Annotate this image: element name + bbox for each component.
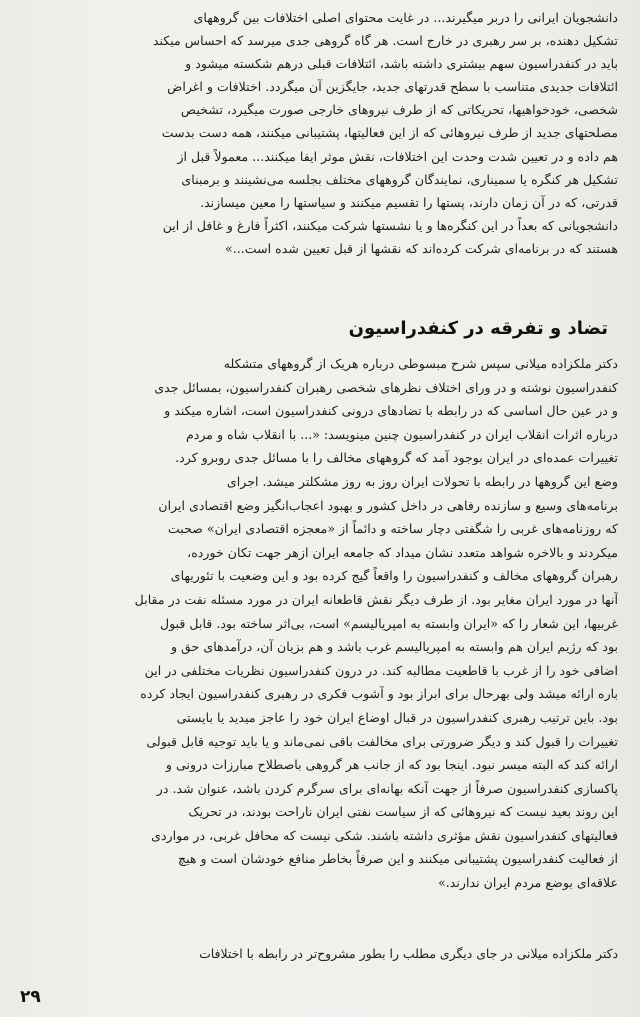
text-line: و در عین حال اساسی که در رابطه با تضادهای درونی کنفدراسیون است، اشاره میکند و <box>164 403 618 419</box>
text-line: رهبران گروههای مخالف و کنفدراسیون را واقعاً گیج کرده بود و این وضعیت با تئوریهای <box>170 568 618 584</box>
text-line: هم داده و در تعیین شدت وحدت این اختلافات، نقش موثر ایفا میکنند... معمولاً قبل از <box>177 148 618 164</box>
text-line: هستند که در برنامه‌ای شرکت کرده‌اند که نقشها از قبل تعیین شده است...» <box>225 240 618 256</box>
footnote: دکتر ملکزاده میلانی در جای دیگری مطلب را بطور مشروح‌تر در رابطه با اختلافات <box>199 946 618 961</box>
text-line: که روزنامه‌های غربی را شگفتی دچار ساخته و دائماً از «معجزه اقتصادی ایران» صحبت <box>167 521 618 537</box>
section-heading: تضاد و تفرقه در کنفدراسیون <box>348 318 608 339</box>
text-line: پاکسازی کنفدراسیون صرفاً از جهت آنکه بهانه‌ای برای سرگرم کردن باشد، عنوان شد. در <box>156 780 618 796</box>
paragraph-intro <box>22 6 618 260</box>
text-line: کنفدراسیون نوشته و در ورای اختلاف نظرهای شخصی رهبران کنفدراسیون، بمسائل جدی <box>154 379 618 395</box>
text-line: بود. باین ترتیب رهبری کنفدراسیون در قبال اوضاع ایران خود را عاجز میدید یا بایستی <box>176 709 618 725</box>
text-line: مصلحتهای جدید از طرف نیروهائی که از این فعالیتها، پشتیبانی میکنند، همه دست بدست <box>161 125 618 141</box>
text-line: باید در کنفدراسیون سهم بیشتری داشته باشد، ائتلافات قبلی درهم شکسته میشود و <box>185 56 618 72</box>
text-line: وضع این گروهها در رابطه با تحولات ایران روز به روز مشکلتر میشد. اجرای <box>226 473 618 489</box>
text-line: آنها در مورد ایران مغایر بود. از طرف دیگر نقش قاطعانه ایران در مورد مسئله نفت در مقابل <box>134 591 618 607</box>
text-line: دکتر ملکزاده میلانی سپس شرح مبسوطی درباره هریک از گروههای متشکله <box>223 356 618 371</box>
text-line: تغییرات را قبول کند و دیگر ضرورتی برای مخالفت باقی نمی‌ماند و یا باید توجیه قابل قبولی <box>146 733 618 749</box>
text-line: علاقه‌ای بوضع مردم ایران ندارند.» <box>438 875 618 891</box>
text-line: فعالیتهای کنفدراسیون نقش مؤثری داشته باشند. شکی نیست که محافل غربی، در مواردی <box>151 827 618 843</box>
text-line: درباره اثرات انقلاب ایران در کنفدراسیون چنین مینویسد: «... با انقلاب شاه و مردم <box>185 426 618 442</box>
paragraph-body <box>22 352 618 895</box>
text-line: تشکیل هر کنگره یا سمیناری، نمایندگان گروههای مختلف بجلسه می‌نشینند و برمبنای <box>181 171 618 187</box>
text-line: تشکیل دهنده، بر سر رهبری در خارج است. هر گاه گروهی جدی میرسد که احساس میکند <box>152 33 618 49</box>
text-line: برنامه‌های وسیع و سازنده رفاهی در داخل کشور و بهبود اعجاب‌انگیز وضع اقتصادی ایران <box>158 497 618 513</box>
text-line: ائتلافات جدیدی متناسب با سطح قدرتهای جدید، جایگزین آن میگردد. اختلافات و اغراض <box>167 79 618 95</box>
text-line: اضافی خود را از غرب با قاطعیت مطالبه کند. در درون کنفدراسیون نظریات مختلفی در این <box>144 662 618 678</box>
text-line: قدرتی، که در آن زمان دارند، پستها را تقسیم میکنند و سیاستها را معین میسازند. <box>200 194 618 210</box>
text-line: از فعالیت کنفدراسیون پشتیبانی میکنند و این صرفاً بخاطر منافع خودشان است و هیچ <box>177 851 618 867</box>
text-line: بود که رژیم ایران هم وابسته به امپریالیسم غرب باشد و هم بزیان آن، درآمدهای حق و <box>170 639 618 655</box>
text-line: ارائه کند که البته میسر نبود. اینجا بود که از جانب هر گروهی باصطلاح مبارزات درونی و <box>165 757 618 773</box>
text-line: دانشجویانی که بعداً در این کنگره‌ها و یا نشستها شرکت میکنند، اکثراً فارغ و غافل از این <box>162 217 618 233</box>
page-number: ۲۹ <box>20 987 41 1007</box>
text-line: شخصی، خودخواهیها، تحریکاتی که از طرف نیروهای خارجی صورت میگیرد، تشخیص <box>180 102 618 118</box>
text-line: دانشجویان ایرانی را دربر میگیرند... در غایت محتوای اصلی اختلافات بین گروههای <box>193 10 618 25</box>
text-line: باره ارائه میشد ولی بهرحال برای ابراز بود و آشوب فکری در رهبری کنفدراسیون ایجاد کرده <box>140 686 618 702</box>
text-line: این روند بعید نیست که نیروهائی که از سیاست نفتی ایران ناراحت بودند، در تحریک <box>188 804 618 820</box>
text-line: میکردند و بالاخره شواهد متعدد نشان میداد که جامعه ایران ازهر جهت تکان خورده، <box>187 544 618 560</box>
text-line: غربیها، این شعار را که «ایران وابسته به امپریالیسم» است، بی‌اثر ساخته بود. قابل قبول <box>159 615 618 631</box>
text-line: تغییرات عمده‌ای در ایران بوجود آمد که گروههای مخالف را با مسائل جدی روبرو کرد. <box>175 450 618 466</box>
